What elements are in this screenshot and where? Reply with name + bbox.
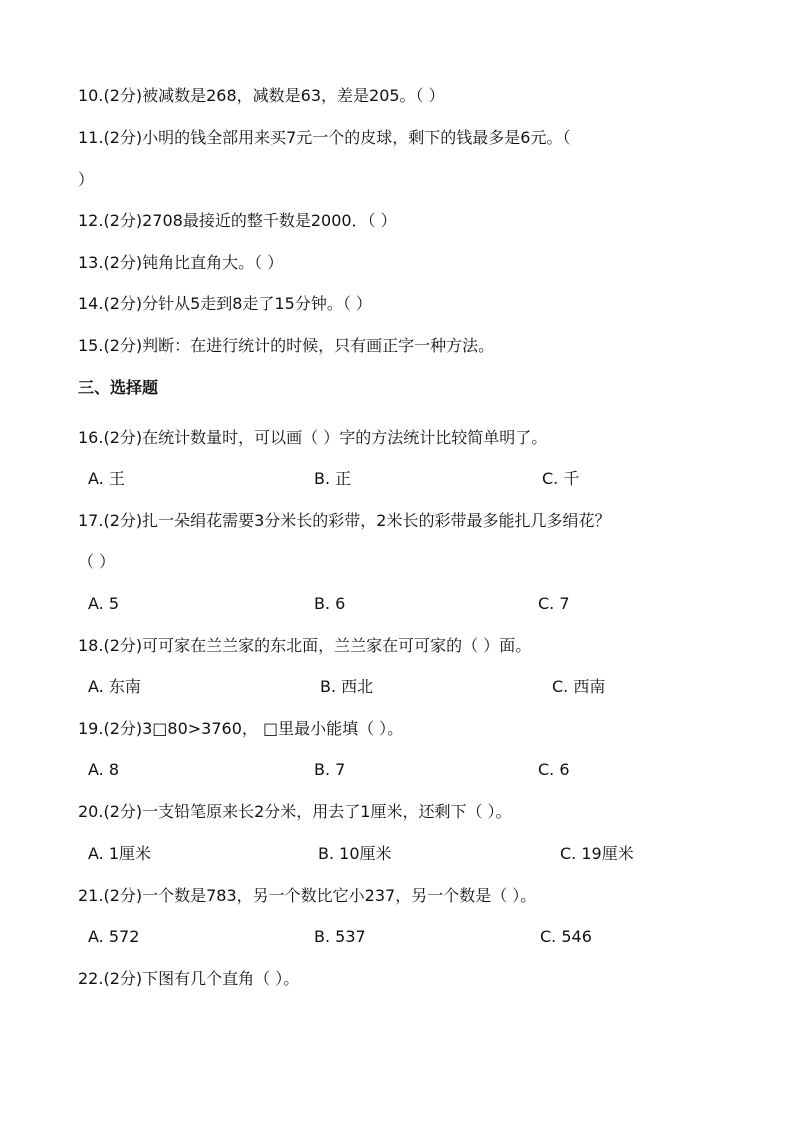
option-17-c: C. 7 [538,594,570,613]
question-22: 22.(2分)下图有几个直角（ ）。 [78,969,300,988]
option-18-a: A. 东南 [88,677,141,696]
question-19: 19.(2分)3□80>3760， □里最小能填（ ）。 [78,719,404,738]
option-21-b: B. 537 [314,927,366,946]
question-16: 16.(2分)在统计数量时，可以画（ ）字的方法统计比较简单明了。 [78,428,548,447]
option-20-b: B. 10厘米 [318,844,392,863]
question-15: 15.(2分)判断：在进行统计的时候，只有画正字一种方法。 [78,336,495,355]
option-19-c: C. 6 [538,760,570,779]
question-11: 11.(2分)小明的钱全部用来买7元一个的皮球，剩下的钱最多是6元。（ [78,128,571,147]
option-21-c: C. 546 [540,927,592,946]
option-17-b: B. 6 [314,594,346,613]
option-21-a: A. 572 [88,927,140,946]
question-14: 14.(2分)分针从5走到8走了15分钟。（ ） [78,294,372,313]
question-12: 12.(2分)2708最接近的整千数是2000．（ ） [78,211,397,230]
question-20: 20.(2分)一支铅笔原来长2分米，用去了1厘米，还剩下（ ）。 [78,802,512,821]
option-19-a: A. 8 [88,760,120,779]
question-21: 21.(2分)一个数是783，另一个数比它小237，另一个数是（ ）。 [78,886,537,905]
option-18-b: B. 西北 [320,677,374,696]
question-17-cont: （ ） [78,552,116,571]
question-10: 10.(2分)被减数是268，减数是63，差是205。（ ） [78,86,445,105]
option-18-c: C. 西南 [552,677,606,696]
option-20-c: C. 19厘米 [560,844,634,863]
option-16-a: A. 王 [88,469,125,488]
question-18: 18.(2分)可可家在兰兰家的东北面，兰兰家在可可家的（ ）面。 [78,636,532,655]
question-11-cont: ） [78,170,95,189]
option-16-b: B. 正 [314,469,352,488]
question-17: 17.(2分)扎一朵绢花需要3分米长的彩带，2米长的彩带最多能扎几多绢花？ [78,511,611,530]
section-title: 三、选择题 [78,378,159,397]
option-16-c: C. 千 [542,469,580,488]
question-13: 13.(2分)钝角比直角大。（ ） [78,253,284,272]
option-20-a: A. 1厘米 [88,844,152,863]
option-17-a: A. 5 [88,594,120,613]
option-19-b: B. 7 [314,760,346,779]
